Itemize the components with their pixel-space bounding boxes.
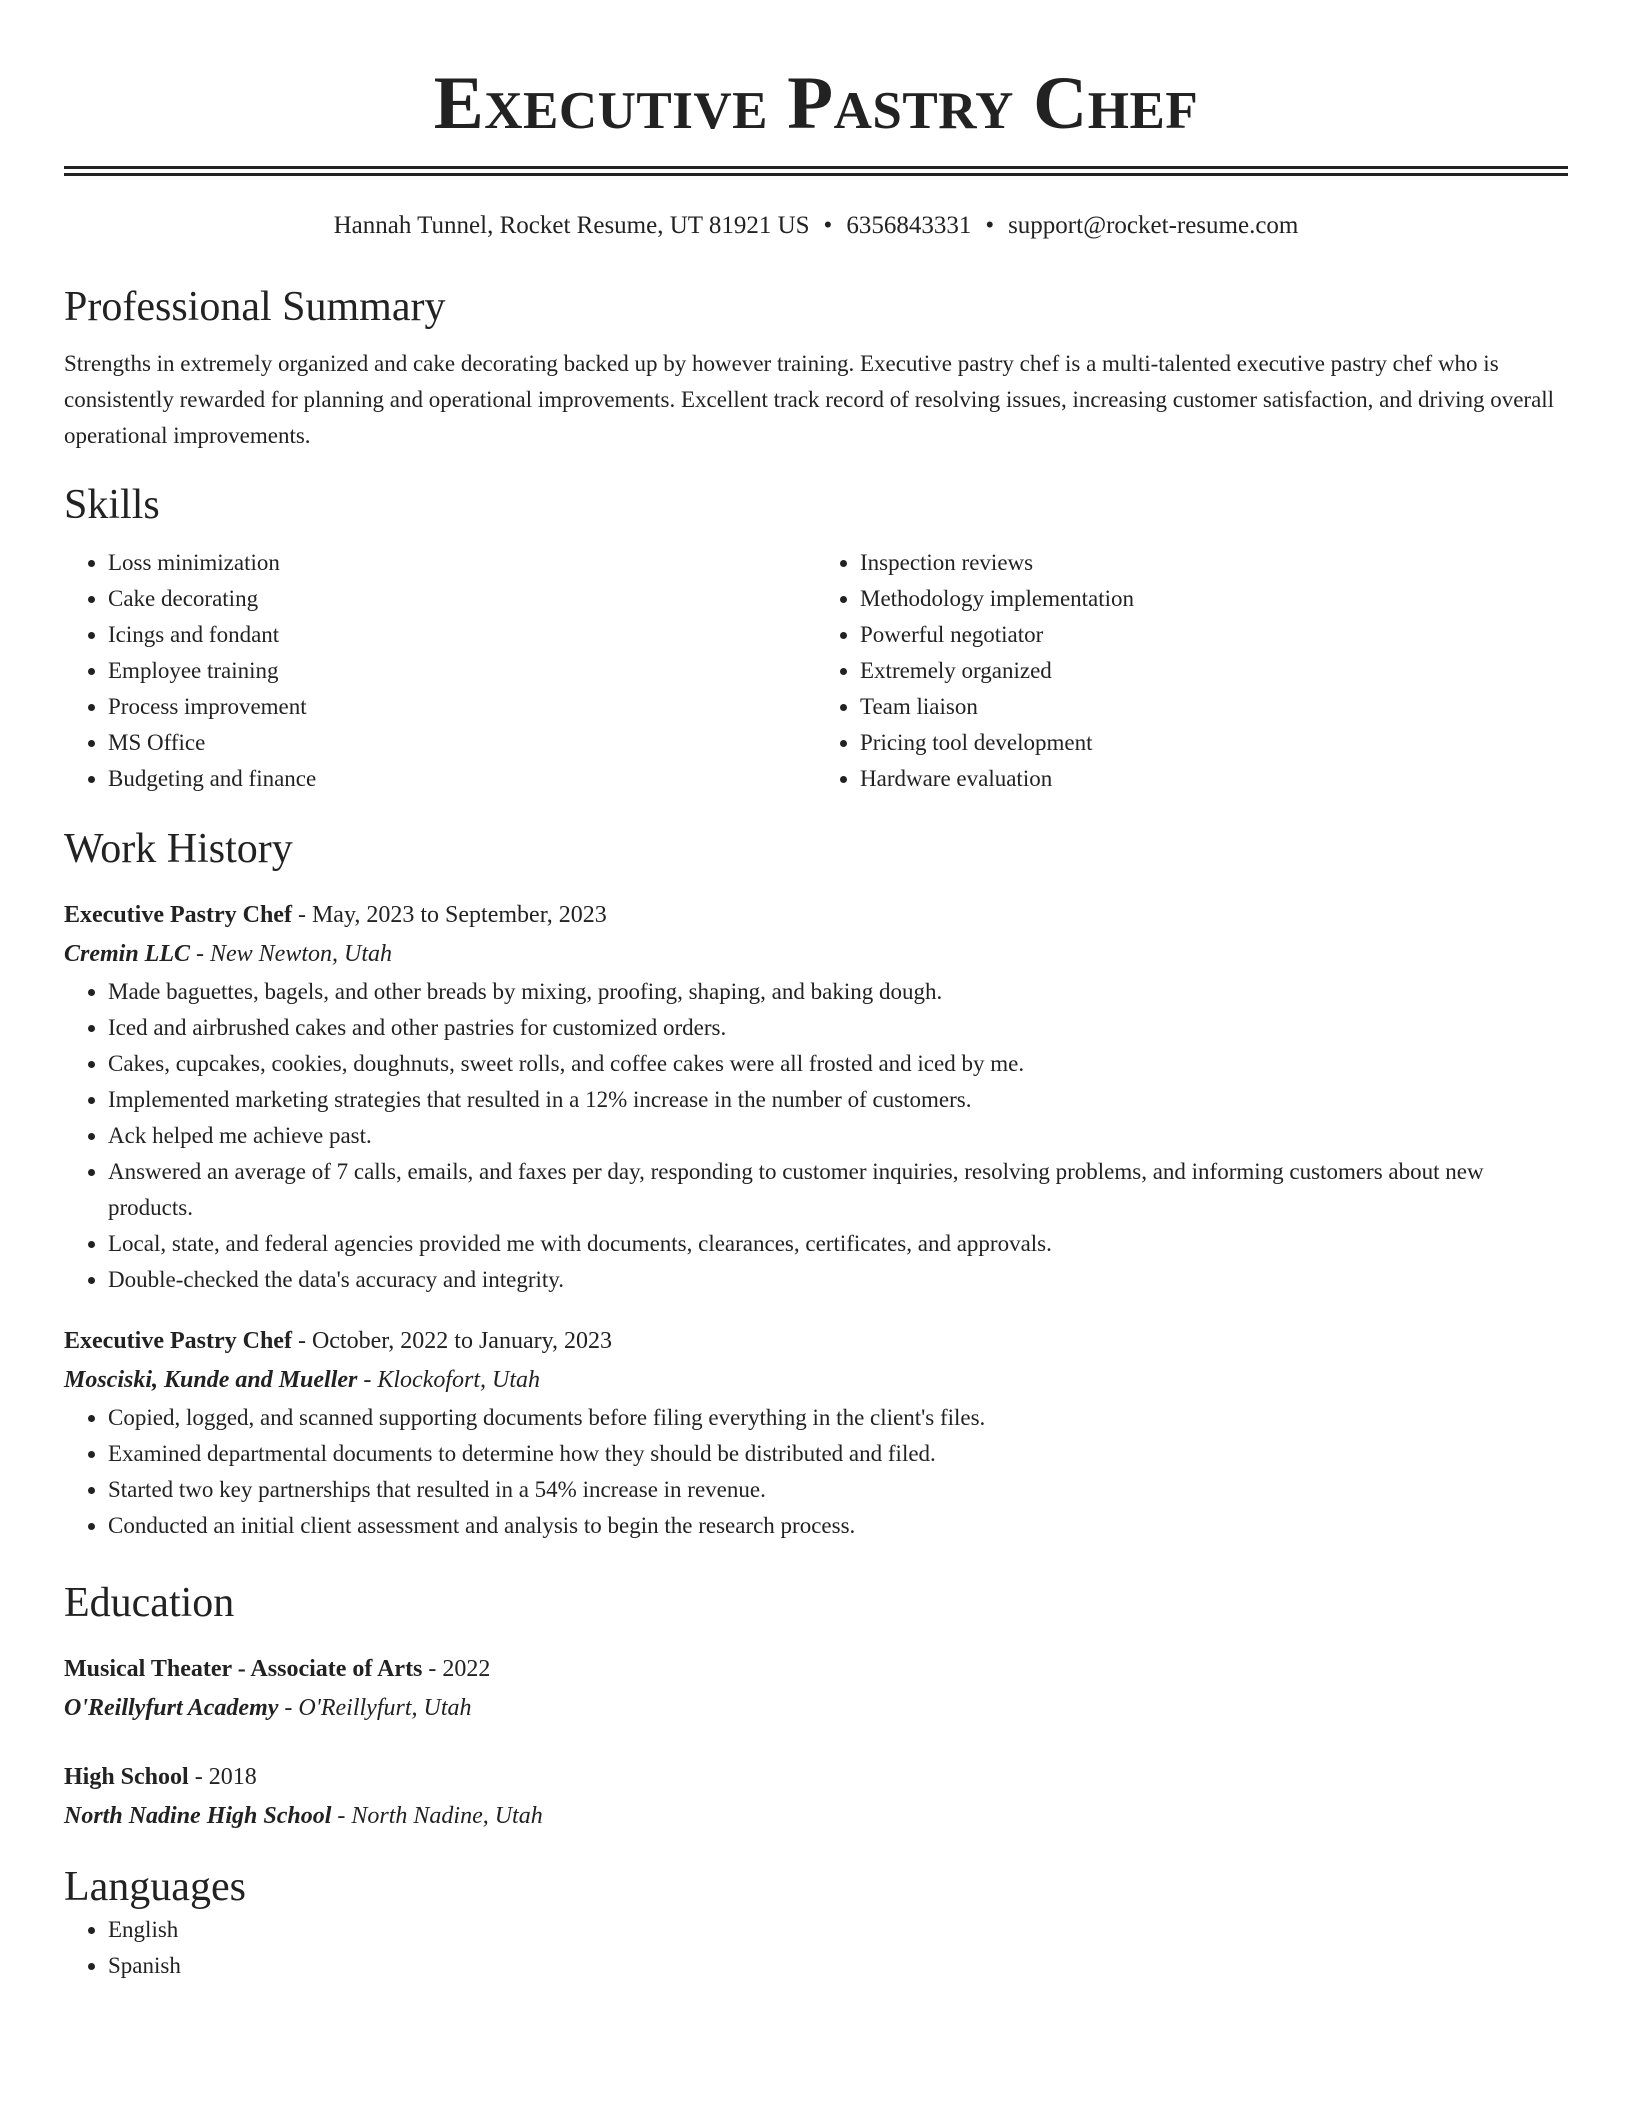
contact-address: Hannah Tunnel, Rocket Resume, UT 81921 US bbox=[333, 212, 810, 239]
contact-line bbox=[64, 210, 1568, 242]
job-company: Mosciski, Kunde and Mueller bbox=[64, 1367, 358, 1393]
job-bullets bbox=[64, 1400, 1568, 1544]
skill-item: • Team liaison bbox=[860, 689, 1568, 725]
job-bullet: • Copied, logged, and scanned supporting documents before filing everything in the client's files. bbox=[108, 1400, 1568, 1436]
job-dates: - May, 2023 to September, 2023 bbox=[291, 902, 607, 928]
education-school: O'Reillyfurt Academy bbox=[64, 1695, 279, 1721]
skills-heading: Skills bbox=[64, 482, 160, 528]
job-bullet: • Ack helped me achieve past. bbox=[108, 1118, 1568, 1154]
job-company-line bbox=[64, 934, 1568, 974]
job-title: Executive Pastry Chef bbox=[64, 902, 292, 928]
job-header bbox=[64, 896, 1568, 934]
skills-list-left bbox=[64, 545, 816, 797]
skill-item: • MS Office bbox=[108, 725, 816, 761]
skill-item: • Pricing tool development bbox=[860, 725, 1568, 761]
job-bullet: • Iced and airbrushed cakes and other pastries for customized orders. bbox=[108, 1010, 1568, 1046]
job-bullets bbox=[64, 974, 1568, 1298]
job-company-line bbox=[64, 1360, 1568, 1400]
title-divider bbox=[64, 166, 1568, 176]
contact-separator: • bbox=[823, 212, 833, 239]
job-bullet: • Started two key partnerships that resulted in a 54% increase in revenue. bbox=[108, 1472, 1568, 1508]
languages-heading: Languages bbox=[64, 1864, 246, 1910]
education-degree: High School bbox=[64, 1764, 189, 1790]
job-bullet: • Made baguettes, bagels, and other breads by mixing, proofing, shaping, and baking dough. bbox=[108, 974, 1568, 1010]
skill-item: • Hardware evaluation bbox=[860, 761, 1568, 797]
skill-item: • Powerful negotiator bbox=[860, 617, 1568, 653]
education-school-line bbox=[64, 1688, 1568, 1728]
education-school: North Nadine High School bbox=[64, 1803, 332, 1829]
skill-item: • Employee training bbox=[108, 653, 816, 689]
education-heading: Education bbox=[64, 1580, 235, 1626]
education-header bbox=[64, 1758, 1568, 1796]
education-year: - 2022 bbox=[422, 1656, 491, 1682]
skill-item: • Icings and fondant bbox=[108, 617, 816, 653]
skill-item: • Budgeting and finance bbox=[108, 761, 816, 797]
job-bullet: • Local, state, and federal agencies provided me with documents, clearances, certificates, and approvals. bbox=[108, 1226, 1568, 1262]
skills-columns bbox=[64, 545, 1568, 797]
skills-list-right bbox=[816, 545, 1568, 797]
education-degree: Musical Theater - Associate of Arts bbox=[64, 1656, 423, 1682]
summary-heading: Professional Summary bbox=[64, 284, 446, 330]
job-entry bbox=[64, 1322, 1568, 1544]
contact-email: support@rocket-resume.com bbox=[1008, 212, 1299, 239]
education-location: - O'Reillyfurt, Utah bbox=[278, 1695, 472, 1721]
contact-separator: • bbox=[985, 212, 995, 239]
education-entry bbox=[64, 1650, 1568, 1728]
work-history-heading: Work History bbox=[64, 826, 293, 872]
skill-item: • Loss minimization bbox=[108, 545, 816, 581]
skill-item: • Methodology implementation bbox=[860, 581, 1568, 617]
job-company: Cremin LLC bbox=[64, 941, 191, 967]
job-bullet: • Double-checked the data's accuracy and integrity. bbox=[108, 1262, 1568, 1298]
education-school-line bbox=[64, 1796, 1568, 1836]
job-dates: - October, 2022 to January, 2023 bbox=[291, 1328, 613, 1354]
job-location: - New Newton, Utah bbox=[190, 941, 393, 967]
job-bullet: • Cakes, cupcakes, cookies, doughnuts, sweet rolls, and coffee cakes were all frosted and iced by me. bbox=[108, 1046, 1568, 1082]
skill-item: • Process improvement bbox=[108, 689, 816, 725]
resume-title: Executive Pastry Chef bbox=[433, 62, 1199, 145]
job-bullet: • Examined departmental documents to determine how they should be distributed and filed. bbox=[108, 1436, 1568, 1472]
job-bullet: • Conducted an initial client assessment and analysis to begin the research process. bbox=[108, 1508, 1568, 1544]
skill-item: • Inspection reviews bbox=[860, 545, 1568, 581]
languages-list bbox=[64, 1912, 1568, 1984]
education-header bbox=[64, 1650, 1568, 1688]
summary-text: Strengths in extremely organized and cake decorating backed up by however training. Executive pastry chef is a multi-talented executive pastry chef who is consistently rewarded for planning and operational improvements. Excellent track record of resolving issues, increasing customer satisfaction, and driving overall operational improvements. bbox=[64, 351, 1555, 448]
education-entry bbox=[64, 1758, 1568, 1836]
education-year: - 2018 bbox=[188, 1764, 257, 1790]
contact-phone: 6356843331 bbox=[846, 212, 972, 239]
job-bullet: • Answered an average of 7 calls, emails, and faxes per day, responding to customer inquiries, resolving problems, and informing customers about new products. bbox=[108, 1154, 1568, 1226]
language-item: • Spanish bbox=[108, 1948, 1568, 1984]
skill-item: • Extremely organized bbox=[860, 653, 1568, 689]
skill-item: • Cake decorating bbox=[108, 581, 816, 617]
job-header bbox=[64, 1322, 1568, 1360]
job-bullet: • Implemented marketing strategies that resulted in a 12% increase in the number of customers. bbox=[108, 1082, 1568, 1118]
job-title: Executive Pastry Chef bbox=[64, 1328, 292, 1354]
education-location: - North Nadine, Utah bbox=[331, 1803, 543, 1829]
job-location: - Klockofort, Utah bbox=[357, 1367, 541, 1393]
job-entry bbox=[64, 896, 1568, 1298]
language-item: • English bbox=[108, 1912, 1568, 1948]
